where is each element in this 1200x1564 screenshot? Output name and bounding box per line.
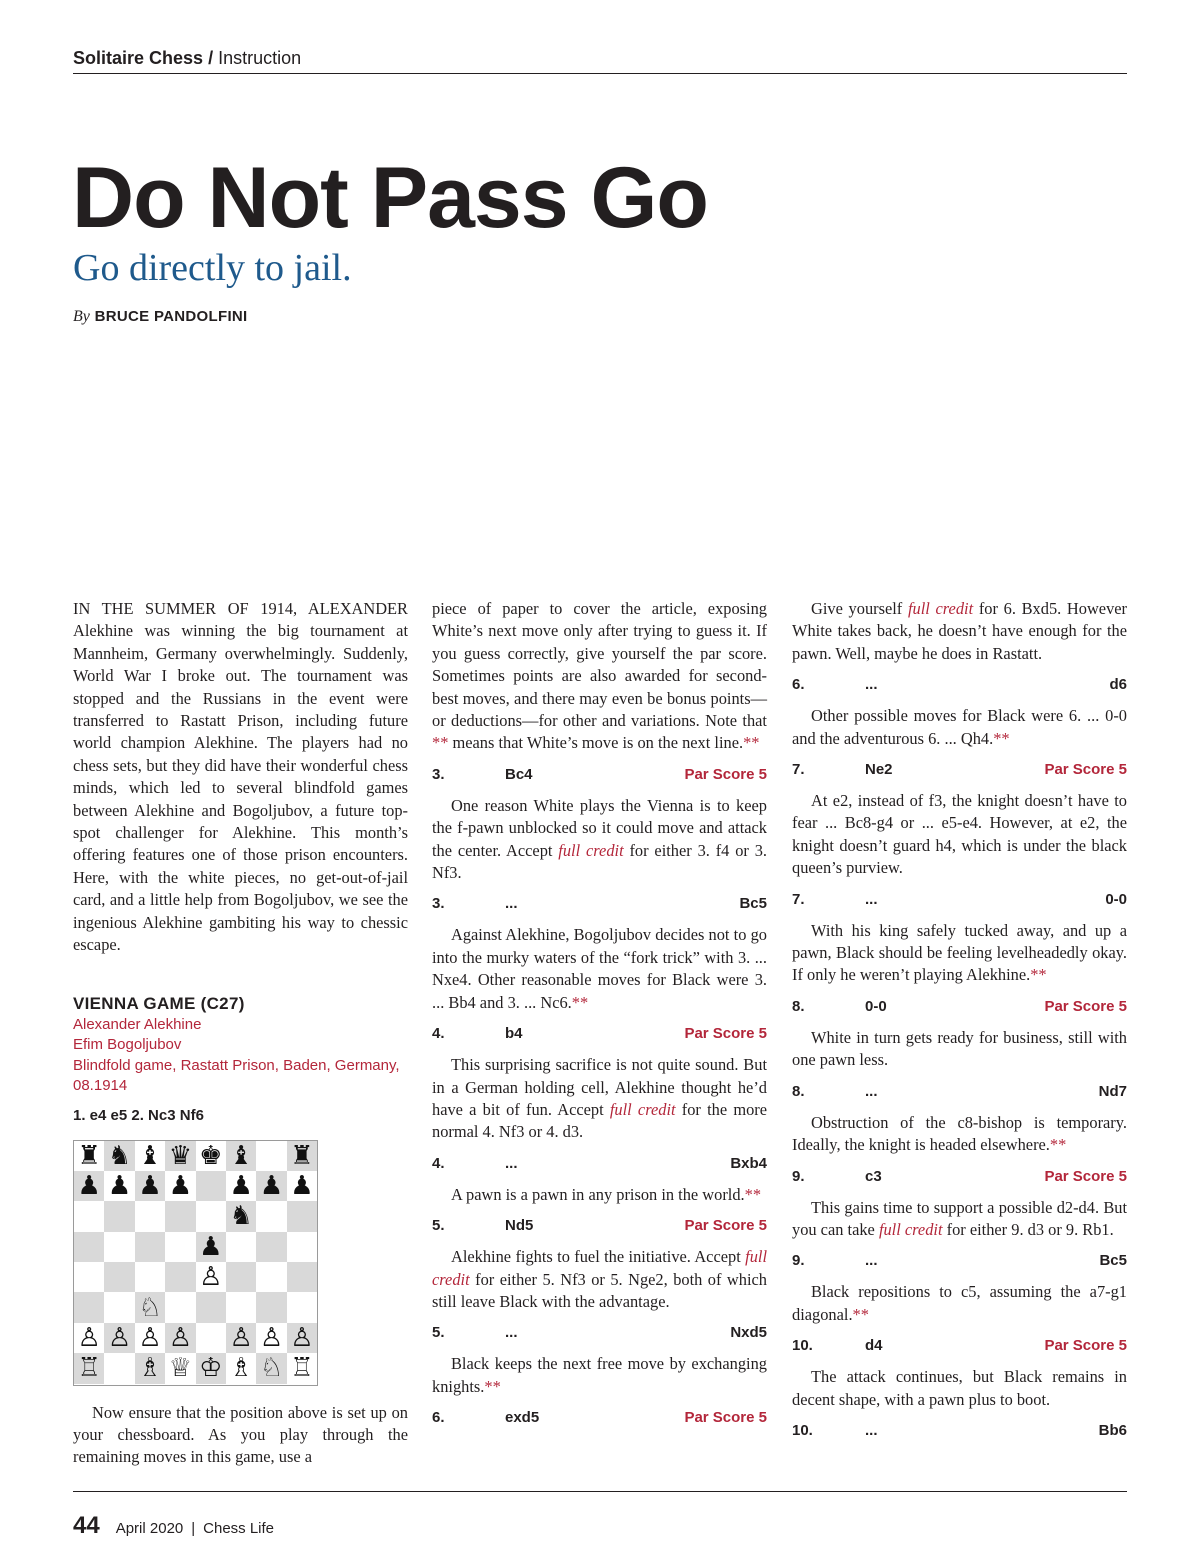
commentary: [432, 1054, 767, 1144]
move-number: 5.: [432, 1217, 445, 1235]
commentary: [792, 1112, 1127, 1157]
move-number: 8.: [792, 1082, 805, 1100]
move: 0-0: [865, 997, 887, 1015]
text-span: piece of paper to cover the article, exposing White’s next move only after trying to guess it. If you guess correctly, give yourself the par score. Sometimes points are also awarded for second-best moves, and there may even be bonus points—or deductions—for other and variations. Note that: [432, 599, 767, 731]
square-e7: [196, 1171, 226, 1201]
move-number: 10.: [792, 1421, 813, 1439]
byline-author: BRUCE PANDOLFINI: [94, 308, 248, 325]
move-number: 3.: [432, 765, 445, 783]
footer-separator: |: [191, 1520, 196, 1537]
text-span: Obstruction of the c8-bishop is temporary. Ideally, the knight is headed elsewhere.: [792, 1112, 1127, 1155]
commentary: [792, 1197, 1127, 1242]
square-b2: ♙: [104, 1323, 134, 1353]
square-c7: ♟: [135, 1171, 165, 1201]
black-reply: d6: [1109, 676, 1127, 694]
move-number: 6.: [792, 676, 805, 694]
black-reply: Bc5: [739, 895, 767, 913]
square-c8: ♝: [135, 1141, 165, 1171]
move-number: 9.: [792, 1252, 805, 1270]
commentary: [432, 1353, 767, 1398]
par-score: Par Score 5: [684, 1217, 767, 1235]
square-h4: [287, 1262, 317, 1292]
square-c1: ♗: [135, 1353, 165, 1383]
square-h6: [287, 1201, 317, 1231]
square-a2: ♙: [74, 1323, 104, 1353]
move-number: 7.: [792, 761, 805, 779]
column-3: [792, 598, 1127, 1451]
black-reply: Nxd5: [730, 1324, 767, 1342]
text-span: for the more normal 4. Nf3 or 4. d3.: [432, 1099, 768, 1142]
article-title: Do Not Pass Go: [72, 150, 708, 246]
move-row: [432, 1323, 767, 1343]
square-c6: [135, 1201, 165, 1231]
par-score: Par Score 5: [684, 1409, 767, 1427]
commentary: [792, 920, 1127, 987]
double-star-marker: **: [1049, 1135, 1067, 1155]
commentary: At e2, instead of f3, the knight doesn’t have to fear ... Bc8-g4 or ... e5-e4. However, at e2, the knight doesn’t guard h4, which is under the black queen’s purview.: [792, 791, 1127, 878]
square-d3: [165, 1292, 195, 1322]
text-span: A pawn is a pawn in any prison in the world.: [451, 1184, 745, 1204]
move-number: 8.: [792, 997, 805, 1015]
move-row: [432, 1216, 767, 1236]
square-a5: [74, 1232, 104, 1262]
square-d5: [165, 1232, 195, 1262]
black-reply: Bb6: [1098, 1421, 1127, 1439]
commentary: The attack continues, but Black remains in decent shape, with a pawn plus to boot.: [792, 1367, 1127, 1409]
move-row: [792, 997, 1127, 1017]
par-score: Par Score 5: [1044, 997, 1127, 1015]
square-g5: [256, 1232, 286, 1262]
square-a1: ♖: [74, 1353, 104, 1383]
footer-rule: [73, 1491, 1127, 1492]
full-credit-label: full credit: [878, 1219, 943, 1239]
square-f4: [226, 1262, 256, 1292]
magazine-name: Chess Life: [203, 1520, 275, 1537]
game-event: Blindfold game, Rastatt Prison, Baden, Germany, 08.1914: [73, 1056, 400, 1094]
square-a3: [74, 1292, 104, 1322]
full-credit-label: full credit: [907, 599, 974, 618]
par-score: Par Score 5: [1044, 1167, 1127, 1185]
square-a7: ♟: [74, 1171, 104, 1201]
square-e3: [196, 1292, 226, 1322]
move-number: 6.: [432, 1409, 445, 1427]
square-a8: ♜: [74, 1141, 104, 1171]
page-footer: [73, 1512, 274, 1540]
column-2: [432, 598, 767, 1438]
square-h2: ♙: [287, 1323, 317, 1353]
black-reply: 0-0: [1105, 890, 1127, 908]
text-span: Black keeps the next free move by exchanging knights.: [432, 1354, 767, 1396]
move-number: 7.: [792, 890, 805, 908]
intro-paragraph: IN THE SUMMER OF 1914, ALEXANDER Alekhine was winning the big tournament at Mannheim, Germany overwhelmingly. Suddenly, World War I broke out. The tournament was stopped and the Russians in the event were transferred to Rastatt Prison, including future world champion Alekhine. The players had no chess sets, but they did have their wonderful chess minds, which led to several blindfold games between Alekhine and Bogoljubov, a future top-spot challenger for Alekhine. This month’s offering features one of those prison encounters. Here, with the white pieces, no get-out-of-jail card, and a little help from Bogoljubov, we see the ingenious Alekhine gambiting his way to chessic escape.: [73, 599, 408, 955]
square-b6: [104, 1201, 134, 1231]
move: ...: [865, 676, 878, 694]
square-f6: ♞: [226, 1201, 256, 1231]
double-star-marker: **: [432, 733, 449, 753]
square-f1: ♗: [226, 1353, 256, 1383]
square-c2: ♙: [135, 1323, 165, 1353]
move: ...: [865, 1252, 878, 1270]
square-e4: ♙: [196, 1262, 226, 1292]
square-a4: [74, 1262, 104, 1292]
text-span: Alekhine fights to fuel the initiative. Accept: [451, 1247, 741, 1267]
square-e5: ♟: [196, 1232, 226, 1262]
square-f3: [226, 1292, 256, 1322]
text-span: One reason White plays the Vienna is to keep the f-pawn unblocked so it could move and attack the center. Accept: [432, 795, 767, 860]
double-star-marker: **: [993, 728, 1010, 748]
double-star-marker: **: [743, 733, 760, 753]
double-star-marker: **: [484, 1376, 501, 1396]
subsection-name: Instruction: [218, 48, 302, 68]
commentary: [432, 924, 767, 1014]
article-subtitle: Go directly to jail.: [73, 247, 352, 289]
square-d8: ♛: [165, 1141, 195, 1171]
square-b7: ♟: [104, 1171, 134, 1201]
square-d4: [165, 1262, 195, 1292]
square-h8: ♜: [287, 1141, 317, 1171]
move-row: [792, 675, 1127, 695]
text-span: for 6. Bxd5. However White takes back, he doesn’t have enough for the pawn. Well, maybe he does in Rastatt.: [792, 599, 1128, 663]
commentary: [792, 1281, 1127, 1326]
square-b5: [104, 1232, 134, 1262]
black-reply: Bc5: [1099, 1252, 1127, 1270]
square-h1: ♖: [287, 1353, 317, 1383]
move: ...: [505, 1324, 518, 1342]
issue-date: April 2020: [115, 1520, 184, 1537]
move-number: 9.: [792, 1167, 805, 1185]
text-span: Other possible moves for Black were 6. ... 0-0 and the adventurous 6. ... Qh4.: [792, 706, 1127, 748]
header-slash: /: [208, 48, 214, 68]
double-star-marker: **: [744, 1184, 762, 1204]
move-number: 3.: [432, 895, 445, 913]
move-row: [432, 1408, 767, 1428]
square-f8: ♝: [226, 1141, 256, 1171]
move: ...: [865, 1421, 878, 1439]
square-d2: ♙: [165, 1323, 195, 1353]
move: b4: [505, 1025, 523, 1043]
move: ...: [505, 895, 518, 913]
square-d6: [165, 1201, 195, 1231]
black-reply: Bxb4: [730, 1154, 767, 1172]
column-1: [73, 598, 408, 1469]
par-score: Par Score 5: [684, 765, 767, 783]
double-star-marker: **: [571, 992, 589, 1012]
par-score: Par Score 5: [1044, 1337, 1127, 1355]
double-star-marker: **: [852, 1304, 869, 1324]
full-credit-label: full credit: [558, 840, 624, 860]
move-number: 4.: [432, 1154, 445, 1172]
commentary: [432, 795, 767, 885]
byline-by: By: [73, 308, 90, 325]
square-d7: ♟: [165, 1171, 195, 1201]
byline: [73, 306, 248, 327]
square-g6: [256, 1201, 286, 1231]
commentary: [792, 705, 1127, 750]
text-span: This surprising sacrifice is not quite sound. But in a German holding cell, Alekhine thought he’d have a bit of fun. Accept: [432, 1055, 767, 1119]
square-g4: [256, 1262, 286, 1292]
commentary: White in turn gets ready for business, still with one pawn less.: [792, 1027, 1127, 1070]
instructions-paragraph: Now ensure that the position above is set up on your chessboard. As you play through the remaining moves in this game, use a: [73, 1402, 408, 1467]
square-c4: [135, 1262, 165, 1292]
square-h3: [287, 1292, 317, 1322]
move: Nd5: [505, 1217, 534, 1235]
square-e6: [196, 1201, 226, 1231]
commentary: [432, 1184, 767, 1206]
move-row: [792, 1251, 1127, 1271]
black-player: Efim Bogoljubov: [73, 1036, 182, 1053]
move-row: [432, 765, 767, 785]
move: exd5: [505, 1409, 540, 1427]
move-row: [792, 1167, 1127, 1187]
square-e1: ♔: [196, 1353, 226, 1383]
square-b1: [104, 1353, 134, 1383]
move-row: [792, 1421, 1127, 1441]
square-g2: ♙: [256, 1323, 286, 1353]
move: Bc4: [505, 765, 533, 783]
move-row: [792, 1336, 1127, 1356]
move-number: 10.: [792, 1337, 813, 1355]
move-row: [432, 1024, 767, 1044]
white-player: Alexander Alekhine: [73, 1015, 202, 1033]
text-span: for either 3. f4 or 3. Nf3.: [432, 840, 767, 883]
square-h5: [287, 1232, 317, 1262]
square-e2: [196, 1323, 226, 1353]
square-h7: ♟: [287, 1171, 317, 1201]
square-g7: ♟: [256, 1171, 286, 1201]
move: c3: [865, 1167, 882, 1185]
section-name: Solitaire Chess: [73, 48, 204, 68]
square-f5: [226, 1232, 256, 1262]
square-g8: [256, 1141, 286, 1171]
full-credit-label: full credit: [432, 1247, 767, 1289]
text-span: With his king safely tucked away, and up a pawn, Black should be feeling levelheadedly okay. If only he weren’t playing Alekhine.: [792, 920, 1127, 985]
text-span: Black repositions to c5, assuming the a7-g1 diagonal.: [792, 1282, 1127, 1324]
instructions-continued: [432, 598, 767, 755]
commentary: [432, 1246, 767, 1313]
par-score: Par Score 5: [1044, 761, 1127, 779]
move-row: [792, 1082, 1127, 1102]
move: ...: [865, 1082, 878, 1100]
full-credit-label: full credit: [609, 1099, 676, 1119]
move: ...: [865, 890, 878, 908]
move: d4: [865, 1337, 883, 1355]
square-b3: [104, 1292, 134, 1322]
square-b4: [104, 1262, 134, 1292]
square-d1: ♕: [165, 1353, 195, 1383]
text-span: means that White’s move is on the next line.: [452, 733, 744, 753]
square-e8: ♚: [196, 1141, 226, 1171]
page-number: 44: [73, 1512, 100, 1539]
square-b8: ♞: [104, 1141, 134, 1171]
square-g3: [256, 1292, 286, 1322]
text-span: This gains time to support a possible d2-d4. But you can take: [792, 1197, 1127, 1239]
text-span: for either 9. d3 or 9. Rb1.: [946, 1219, 1114, 1239]
commentary: [792, 598, 1127, 665]
text-span: Against Alekhine, Bogoljubov decides not to go into the murky waters of the “fork trick” with 3. ... Nxe4. Other reasonable moves for Black were 3. ... Bb4 and 3. ... Nc6.: [432, 925, 767, 1012]
square-c3: ♘: [135, 1292, 165, 1322]
move-row: [432, 894, 767, 914]
move: ...: [505, 1154, 518, 1172]
square-a6: [74, 1201, 104, 1231]
move-row: [792, 890, 1127, 910]
par-score: Par Score 5: [684, 1025, 767, 1043]
square-c5: [135, 1232, 165, 1262]
square-f2: ♙: [226, 1323, 256, 1353]
opening-moves: 1. e4 e5 2. Nc3 Nf6: [73, 1106, 204, 1124]
chess-board-diagram: [73, 1140, 318, 1386]
double-star-marker: **: [1030, 965, 1047, 985]
running-header: [73, 48, 1127, 74]
move-row: [792, 760, 1127, 780]
move-number: 5.: [432, 1324, 445, 1342]
square-f7: ♟: [226, 1171, 256, 1201]
move-row: [432, 1154, 767, 1174]
black-reply: Nd7: [1098, 1082, 1127, 1100]
game-heading: VIENNA GAME (C27): [73, 993, 245, 1013]
move: Ne2: [865, 761, 893, 779]
text-span: for either 5. Nf3 or 5. Nge2, both of which still leave Black with the advantage.: [432, 1269, 767, 1311]
text-span: Give yourself: [811, 599, 903, 618]
square-g1: ♘: [256, 1353, 286, 1383]
move-number: 4.: [432, 1025, 445, 1043]
